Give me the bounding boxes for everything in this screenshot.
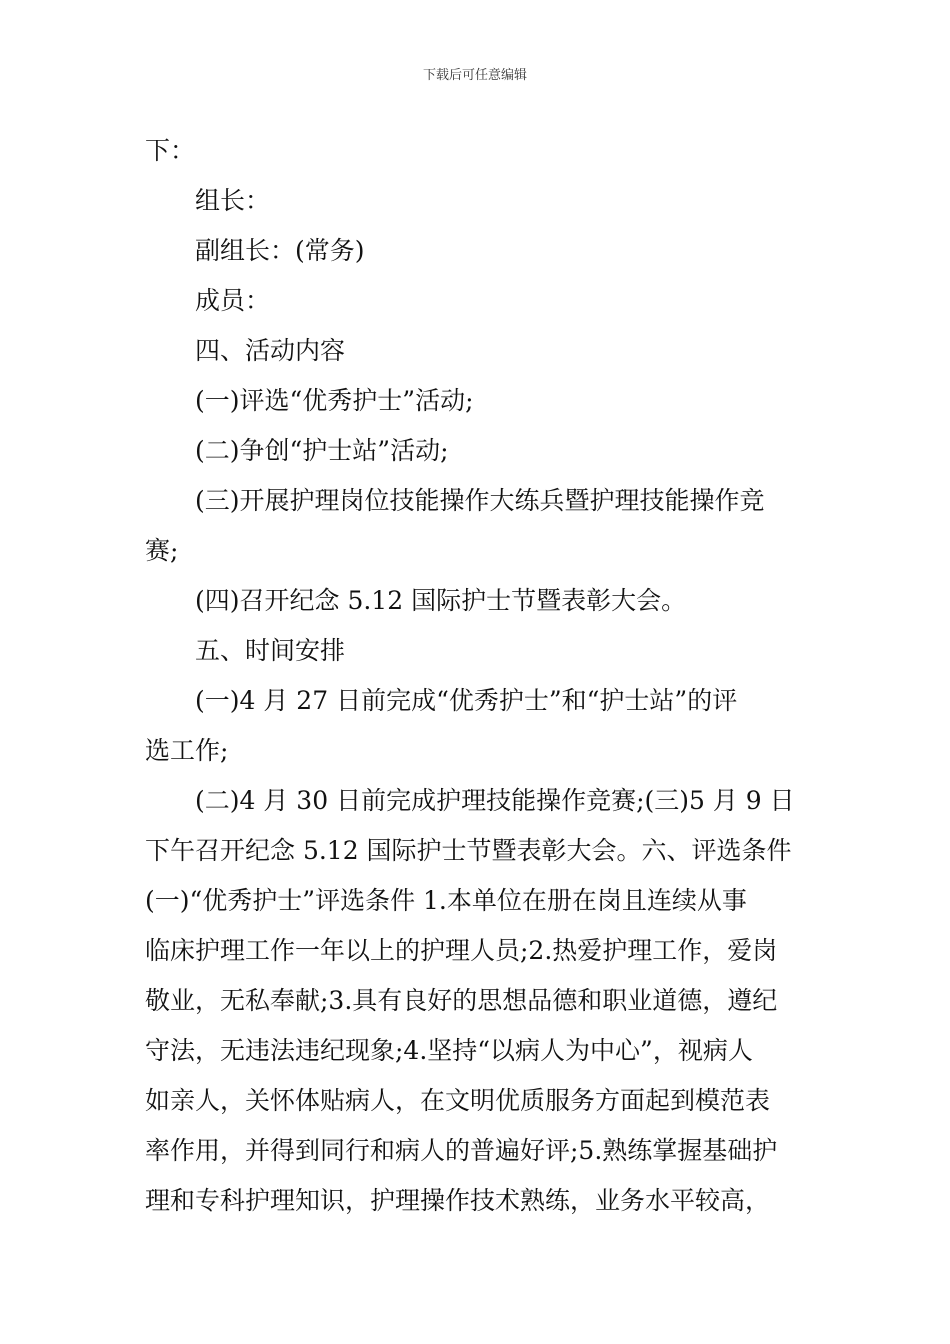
- text-line: 成员：: [195, 286, 271, 315]
- text-line: (一)“优秀护士”评选条件 1.本单位在册在岗且连续从事: [145, 886, 747, 915]
- text-line: 下：: [145, 136, 196, 165]
- text-line: (一)评选“优秀护士”活动;: [195, 386, 474, 415]
- text-line: 下午召开纪念 5.12 国际护士节暨表彰大会。六、评选条件: [145, 836, 792, 865]
- text-line: (三)开展护理岗位技能操作大练兵暨护理技能操作竞: [195, 486, 765, 515]
- text-line: 选工作;: [145, 736, 229, 765]
- text-line: 临床护理工作一年以上的护理人员;2.热爱护理工作，爱岗: [145, 936, 778, 965]
- text-line: 理和专科护理知识，护理操作技术熟练，业务水平较高，: [145, 1186, 771, 1215]
- text-line: 赛;: [145, 536, 179, 565]
- page-header-note: 下载后可任意编辑: [422, 68, 527, 83]
- text-line: 率作用，并得到同行和病人的普遍好评;5.熟练掌握基础护: [145, 1136, 778, 1165]
- text-line: 五、时间安排: [195, 636, 346, 665]
- text-line: 如亲人，关怀体贴病人，在文明优质服务方面起到模范表: [145, 1086, 771, 1115]
- text-line: (四)召开纪念 5.12 国际护士节暨表彰大会。: [195, 586, 687, 615]
- text-line: (二)4 月 30 日前完成护理技能操作竞赛;(三)5 月 9 日: [195, 786, 795, 815]
- text-line: (二)争创“护士站”活动;: [195, 436, 449, 465]
- text-line: 四、活动内容: [195, 336, 346, 365]
- document-body: [145, 126, 810, 1226]
- text-line: 守法，无违法违纪现象;4.坚持“以病人为中心”，视病人: [145, 1036, 753, 1065]
- text-line: 副组长：(常务): [195, 236, 365, 265]
- text-line: 敬业，无私奉献;3.具有良好的思想品德和职业道德，遵纪: [145, 986, 778, 1015]
- text-line: (一)4 月 27 日前完成“优秀护士”和“护士站”的评: [195, 686, 738, 715]
- text-line: 组长：: [195, 186, 271, 215]
